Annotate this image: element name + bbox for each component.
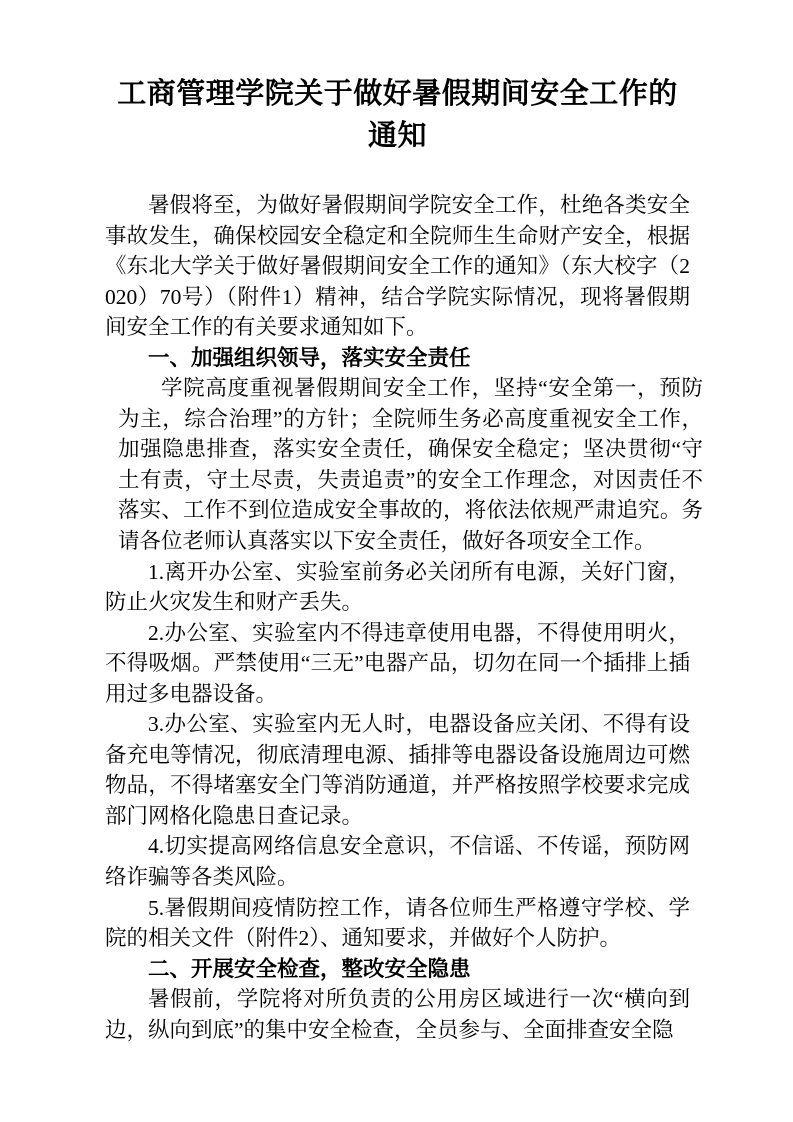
document-title	[105, 73, 690, 157]
safety-item-1: 1.离开办公室、实验室前务必关闭所有电源，关好门窗，防止火灾发生和财产丢失。	[105, 559, 690, 615]
safety-item-5: 5.暑假期间疫情防控工作，请各位师生严格遵守学校、学院的相关文件（附件2）、通知要求，并做好个人防护。	[105, 895, 690, 951]
safety-item-2: 2.办公室、实验室内不得违章使用电器，不得使用明火，不得吸烟。严禁使用“三无”电器产品，切勿在同一个插排上插用过多电器设备。	[105, 620, 690, 706]
intro-paragraph: 暑假将至，为做好暑假期间学院安全工作，杜绝各类安全事故发生，确保校园安全稳定和全院师生生命财产安全，根据《东北大学关于做好暑假期间安全工作的通知》（东大校字（2020）70号）（附件1）精神，结合学院实际情况，现将暑假期间安全工作的有关要求通知如下。	[105, 193, 690, 340]
document-title-line-1: 工商管理学院关于做好暑假期间安全工作的	[117, 78, 678, 110]
safety-item-3: 3.办公室、实验室内无人时，电器设备应关闭、不得有设备充电等情况，彻底清理电源、插排等电器设备设施周边可燃物品，不得堵塞安全门等消防通道，并严格按照学校要求完成部门网格化隐患日查记录。	[105, 712, 690, 828]
document-body	[105, 190, 703, 1045]
document-title-line-2: 通知	[367, 120, 427, 152]
section-2-heading: 二、开展安全检查，整改安全隐患	[148, 956, 471, 981]
section-2-lead-paragraph: 暑假前，学院将对所负责的公用房区域进行一次“横向到边，纵向到底”的集中安全检查，全员参与、全面排查安全隐	[105, 987, 690, 1042]
safety-item-4: 4.切实提高网络信息安全意识，不信谣、不传谣，预防网络诈骗等各类风险。	[105, 834, 690, 890]
section-1-heading: 一、加强组织领导，落实安全责任	[148, 345, 471, 370]
section-1-lead-paragraph: 学院高度重视暑假期间安全工作，坚持“安全第一，预防为主，综合治理”的方针；全院师生务必高度重视安全工作，加强隐患排查，落实安全责任，确保安全稳定；坚决贯彻“守土有责，守土尽责，失责追责”的安全工作理念，对因责任不落实、工作不到位造成安全事故的，将依法依规严肃追究。务请各位老师认真落实以下安全责任，做好各项安全工作。	[118, 376, 703, 554]
